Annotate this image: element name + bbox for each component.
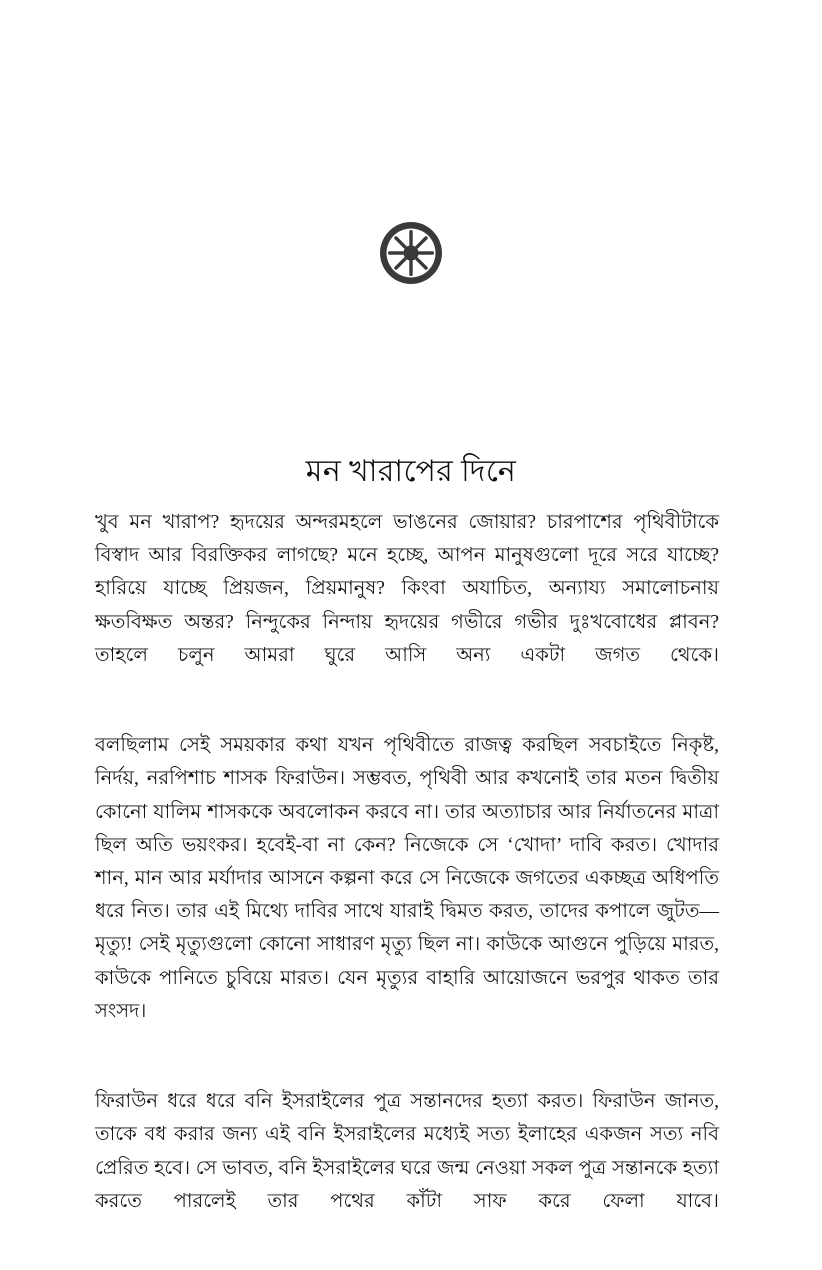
ornament-container bbox=[0, 216, 822, 290]
paragraph-1: খুব মন খারাপ? হৃদয়ের অন্দরমহলে ভাঙনের জোয়ার? চারপাশের পৃথিবীটাকে বিস্বাদ আর বিরক্তিকর লাগছে? মনে হচ্ছে, আপন মানুষগুলো দূরে সরে যাচ্ছে? হারিয়ে যাচ্ছে প্রিয়জন, প্রিয়মানুষ? কিংবা অযাচিত, অন্যায্য সমালোচনায় ক্ষতবিক্ষত অন্তর? নিন্দুকের নিন্দায় হৃদয়ের গভীরে গভীর দুঃখবোধের প্লাবন? তাহলে চলুন আমরা ঘুরে আসি অন্য একটা জগত থেকে। bbox=[95, 512, 719, 666]
chapter-title: মন খারাপের দিনে bbox=[305, 455, 517, 489]
wheel-rosette-icon bbox=[380, 222, 442, 284]
paragraph-2: বলছিলাম সেই সময়কার কথা যখন পৃথিবীতে রাজত্ব করছিল সবচাইতে নিকৃষ্ট, নির্দয়, নরপিশাচ শাসক ফিরাউন। সম্ভবত, পৃথিবী আর কখনোই তার মতন দ্বিতীয় কোনো যালিম শাসককে অবলোকন করবে না। তার অত্যাচার আর নির্যাতনের মাত্রা ছিল অতি ভয়ংকর। হবেই-বা না কেন? নিজেকে সে ‘খোদা’ দাবি করত। খোদার শান, মান আর মর্যাদার আসনে কল্পনা করে সে নিজেকে জগতের একচ্ছত্র অধিপতি ধরে নিত। তার এই মিথ্যে দাবির সাথে যারাই দ্বিমত করত, তাদের কপালে জুটত—মৃত্যু! সেই মৃত্যুগুলো কোনো সাধারণ মৃত্যু ছিল না। কাউকে আগুনে পুড়িয়ে মারত, কাউকে পানিতে চুবিয়ে মারত। যেন মৃত্যুর বাহারি আয়োজনে ভরপুর থাকত তার সংসদ। bbox=[95, 735, 719, 1022]
body-text-block bbox=[95, 506, 719, 1251]
paragraph-3: ফিরাউন ধরে ধরে বনি ইসরাইলের পুত্র সন্তানদের হত্যা করত। ফিরাউন জানত, তাকে বধ করার জন্য এই বনি ইসরাইলের মধ্যেই সত্য ইলাহের একজন সত্য নবি প্রেরিত হবে। সে ভাবত, বনি ইসরাইলের ঘরে জন্ম নেওয়া সকল পুত্র সন্তানকে হত্যা করতে পারলেই তার পথের কাঁটা সাফ করে ফেলা যাবে। bbox=[95, 1091, 719, 1212]
